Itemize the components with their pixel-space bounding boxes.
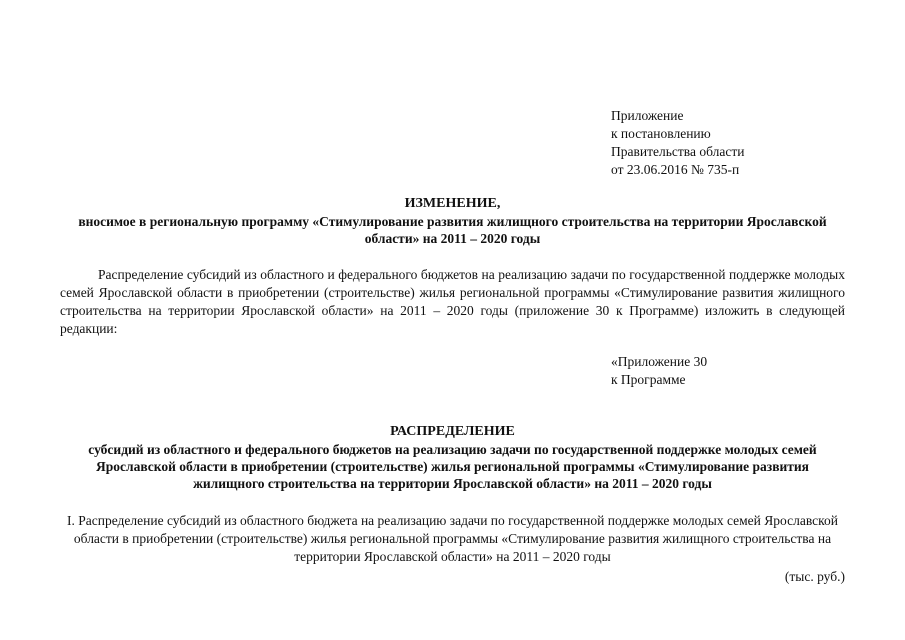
change-title: ИЗМЕНЕНИЕ, bbox=[404, 196, 501, 211]
appendix-header bbox=[611, 107, 744, 179]
distribution-subtitle: субсидий из областного и федерального бюджетов на реализацию задачи по государственной поддержке молодых семей Ярославской области в приобретении (строительстве) жилья региональной программы «Стимулирование развития жилищного строительства на территории Ярославской области» на 2011 – 2020 годы bbox=[88, 442, 817, 491]
appendix-header-line: Правительства области bbox=[611, 144, 745, 159]
section-heading: I. Распределение субсидий из областного бюджета на реализацию задачи по государственной поддержке молодых семей Ярославской области в приобретении (строительстве) жилья региональной программы «Стимулирование развития жилищного строительства на территории Ярославской области» на 2011 – 2020 годы bbox=[67, 513, 838, 564]
appendix-program bbox=[611, 353, 707, 389]
appendix-program-line: «Приложение 30 bbox=[611, 354, 708, 369]
distribution-title: РАСПРЕДЕЛЕНИЕ bbox=[390, 424, 515, 439]
appendix-header-line: к постановлению bbox=[611, 126, 711, 141]
appendix-header-line: Приложение bbox=[611, 108, 684, 123]
appendix-header-date: от 23.06.2016 № 735-п bbox=[611, 162, 740, 177]
appendix-program-line: к Программе bbox=[611, 372, 686, 387]
body-paragraph-text: Распределение субсидий из областного и федерального бюджетов на реализацию задачи по государственной поддержке молодых семей Ярославской области в приобретении (строительстве) жилья региональной программы «Стимулирование развития жилищного строительства на территории Ярославской области» на 2011 – 2020 годы (приложение 30 к Программе) изложить в следующей редакции: bbox=[60, 267, 845, 336]
change-subtitle: вносимое в региональную программу «Стимулирование развития жилищного строительства на территории Ярославской области» на 2011 – 2020 годы bbox=[78, 214, 827, 246]
units-label: (тыс. руб.) bbox=[784, 569, 845, 584]
body-paragraph bbox=[60, 266, 845, 338]
